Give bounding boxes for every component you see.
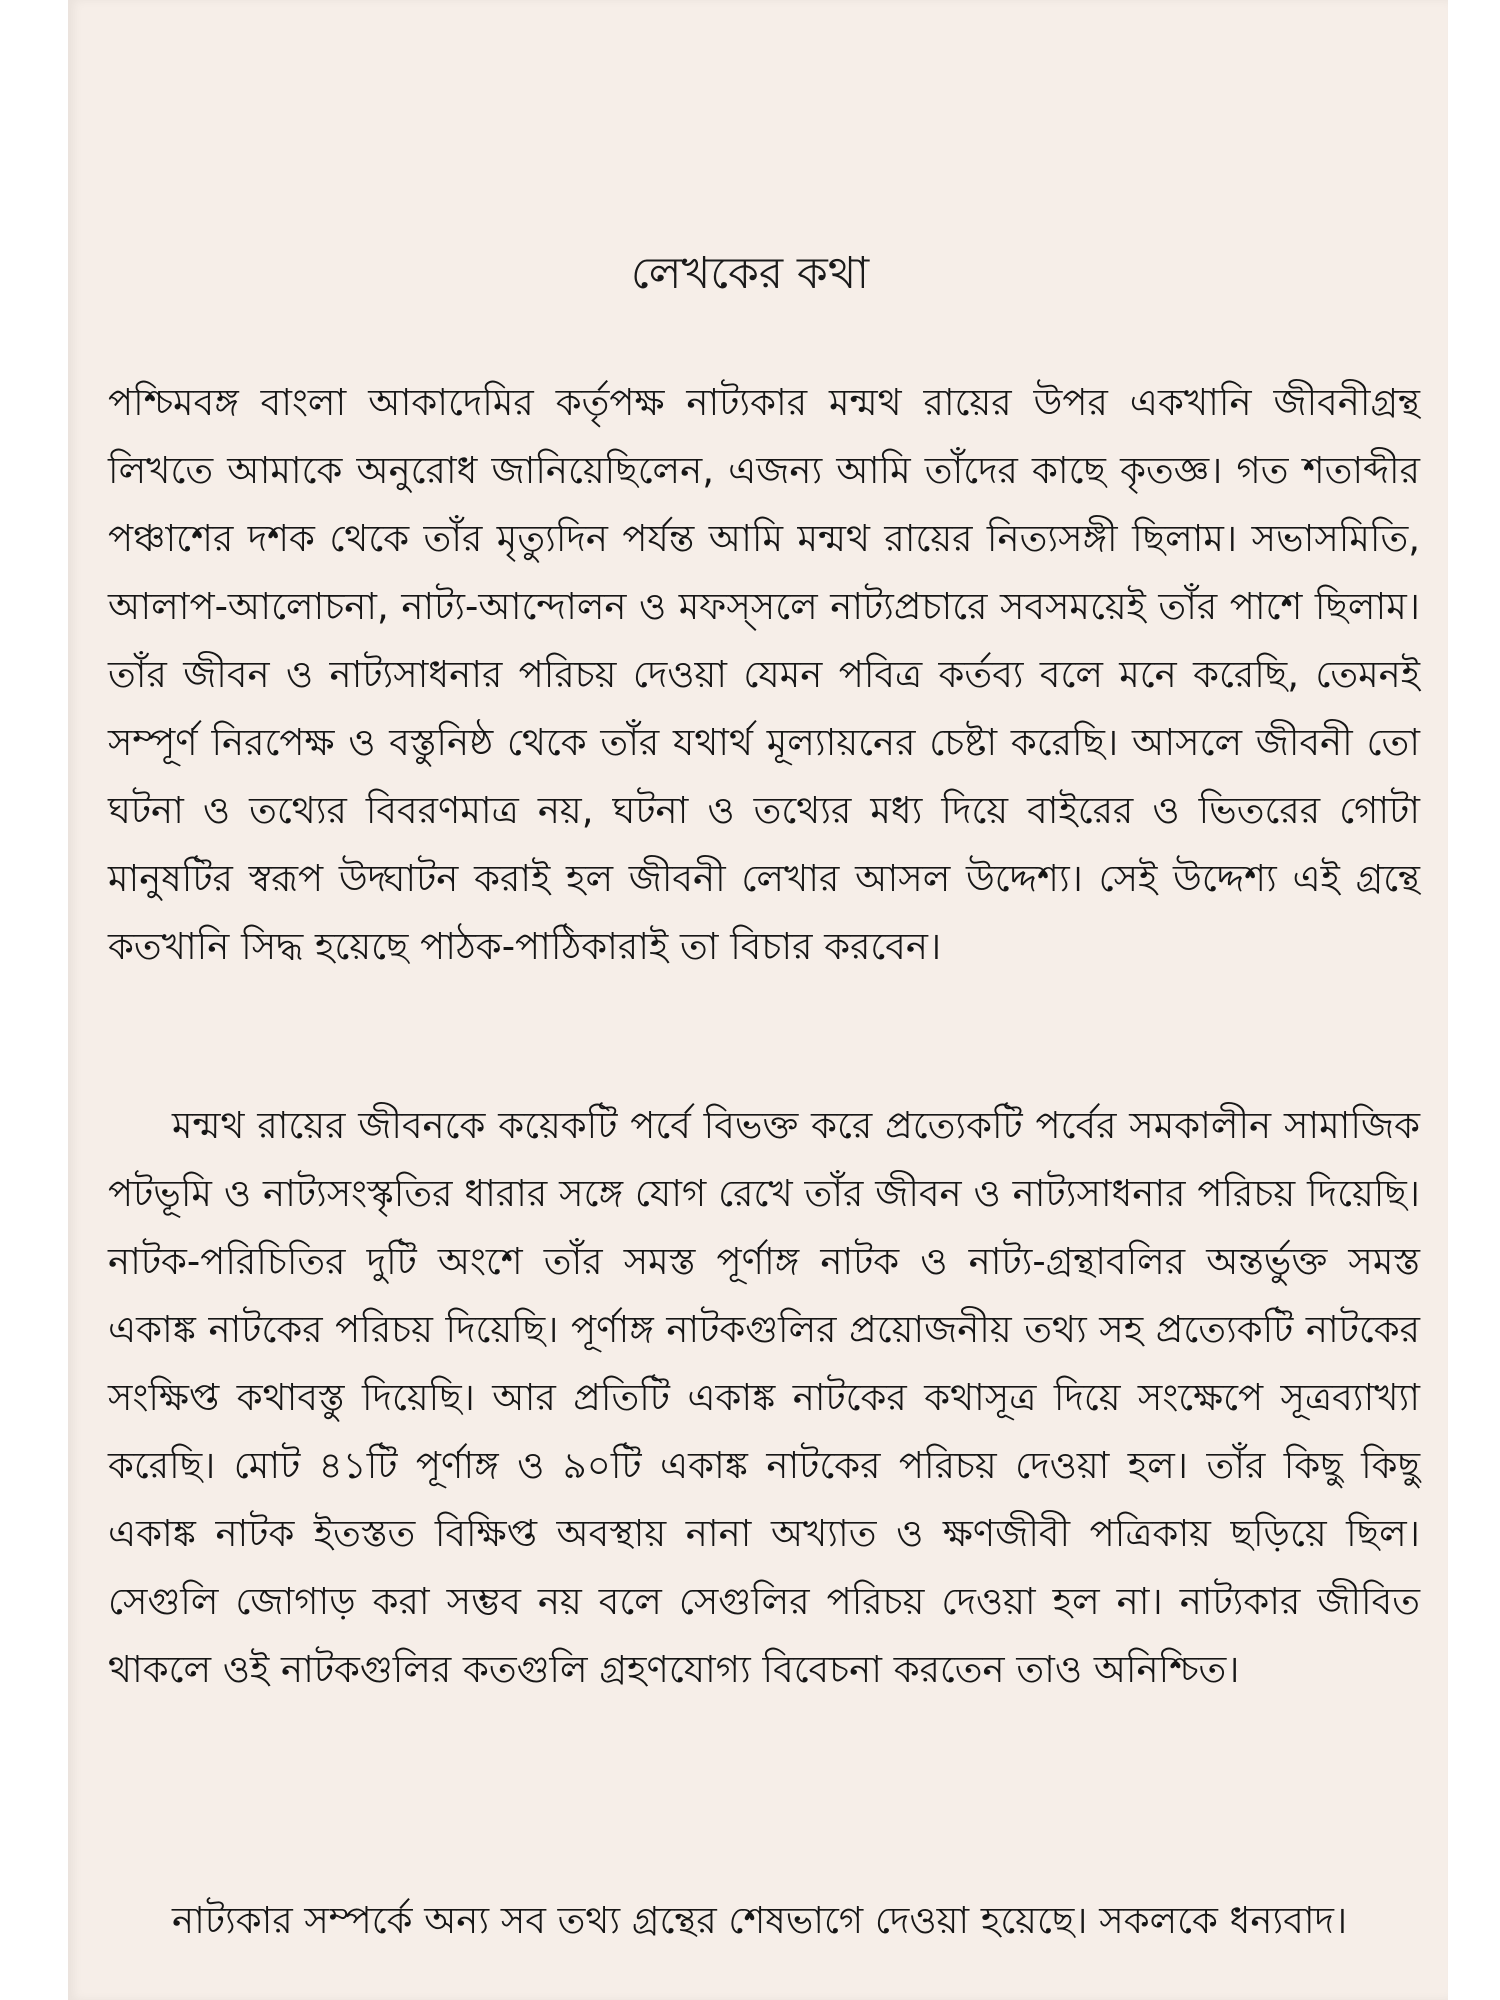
paragraph-3: নাট্যকার সম্পর্কে অন্য সব তথ্য গ্রন্থের শেষভাগে দেওয়া হয়েছে। সকলকে ধন্যবাদ। bbox=[172, 1899, 1348, 1942]
paragraph-2: মন্মথ রায়ের জীবনকে কয়েকটি পর্বে বিভক্ত করে প্রত্যেকটি পর্বের সমকালীন সামাজিক পটভূমি ও নাট্যসংস্কৃতির ধারার সঙ্গে যোগ রেখে তাঁর জীবন ও নাট্যসাধনার পরিচয় দিয়েছি। নাটক-পরিচিতির দুটি অংশে তাঁর সমস্ত পূর্ণাঙ্গ নাটক ও নাট্য-গ্রন্থাবলির অন্তর্ভুক্ত সমস্ত একাঙ্ক নাটকের পরিচয় দিয়েছি। পূর্ণাঙ্গ নাটকগুলির প্রয়োজনীয় তথ্য সহ প্রত্যেকটি নাটকের সংক্ষিপ্ত কথাবস্তু দিয়েছি। আর প্রতিটি একাঙ্ক নাটকের কথাসূত্র দিয়ে সংক্ষেপে সূত্রব্যাখ্যা করেছি। মোট ৪১টি পূর্ণাঙ্গ ও ৯০টি একাঙ্ক নাটকের পরিচয় দেওয়া হল। তাঁর কিছু কিছু একাঙ্ক নাটক ইতস্তত বিক্ষিপ্ত অবস্থায় নানা অখ্যাত ও ক্ষণজীবী পত্রিকায় ছড়িয়ে ছিল। সেগুলি জোগাড় করা সম্ভব নয় বলে সেগুলির পরিচয় দেওয়া হল না। নাট্যকার জীবিত থাকলে ওই নাটকগুলির কতগুলি গ্রহণযোগ্য বিবেচনা করতেন তাও অনিশ্চিত। bbox=[108, 1104, 1420, 1691]
page-title: লেখকের কথা bbox=[630, 248, 870, 299]
paragraph-1: পশ্চিমবঙ্গ বাংলা আকাদেমির কর্তৃপক্ষ নাট্যকার মন্মথ রায়ের উপর একখানি জীবনীগ্রন্থ লিখতে আমাকে অনুরোধ জানিয়েছিলেন, এজন্য আমি তাঁদের কাছে কৃতজ্ঞ। গত শতাব্দীর পঞ্চাশের দশক থেকে তাঁর মৃত্যুদিন পর্যন্ত আমি মন্মথ রায়ের নিত্যসঙ্গী ছিলাম। সভাসমিতি, আলাপ-আলোচনা, নাট্য-আন্দোলন ও মফস্সলে নাট্যপ্রচারে সবসময়েই তাঁর পাশে ছিলাম। তাঁর জীবন ও নাট্যসাধনার পরিচয় দেওয়া যেমন পবিত্র কর্তব্য বলে মনে করেছি, তেমনই সম্পূর্ণ নিরপেক্ষ ও বস্তুনিষ্ঠ থেকে তাঁর যথার্থ মূল্যায়নের চেষ্টা করেছি। আসলে জীবনী তো ঘটনা ও তথ্যের বিবরণমাত্র নয়, ঘটনা ও তথ্যের মধ্য দিয়ে বাইরের ও ভিতরের গোটা মানুষটির স্বরূপ উদ্ঘাটন করাই হল জীবনী লেখার আসল উদ্দেশ্য। সেই উদ্দেশ্য এই গ্রন্থে কতখানি সিদ্ধ হয়েছে পাঠক-পাঠিকারাই তা বিচার করবেন। bbox=[108, 381, 1420, 968]
